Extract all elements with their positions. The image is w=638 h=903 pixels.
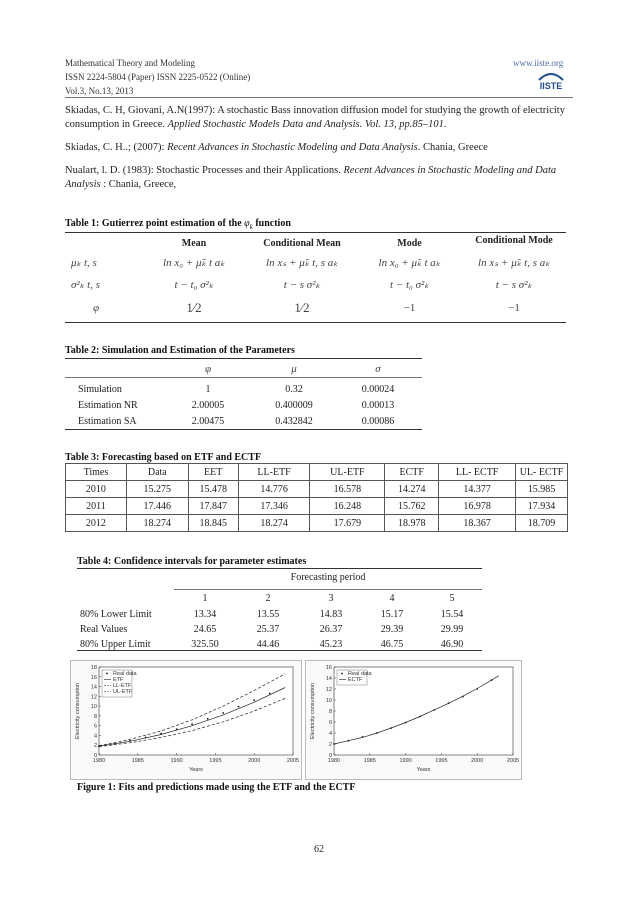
x-tick-label: 1985	[363, 758, 376, 764]
legend-label: Real data	[348, 671, 372, 677]
table3-header: EET	[188, 464, 238, 481]
table3-cell: 14.776	[238, 481, 310, 498]
table3-cell: 14.274	[385, 481, 439, 498]
x-tick-label: 1980	[327, 758, 341, 764]
legend-label: ECTF	[348, 677, 363, 683]
figure-etf-frame	[70, 660, 302, 780]
table3-cell: 16.248	[310, 498, 385, 515]
table4-cell: 29.39	[380, 624, 404, 635]
table4-cell: 46.90	[440, 639, 464, 650]
table1-header-row	[65, 235, 566, 251]
table1-header: Mode	[397, 237, 422, 249]
table1-cell: ln x₀ + μ̃ₖ t aₖ	[378, 256, 441, 269]
table1	[65, 235, 566, 321]
table2-header-row	[78, 361, 418, 377]
table3-cell: 2012	[66, 515, 127, 532]
table2-cell: 0.400009	[275, 399, 313, 411]
y-axis-label: Electricity consumption	[310, 682, 316, 740]
legend-label: Real data	[113, 671, 137, 677]
table3-cell: 18.845	[188, 515, 238, 532]
table1-header: Mean	[181, 237, 207, 249]
table3-cell: 18.978	[385, 515, 439, 532]
table1-cell: t − s σ²ₖ	[283, 278, 321, 291]
table3-cell: 14.377	[439, 481, 516, 498]
table4-cell: 24.65	[193, 624, 217, 635]
table3-row	[66, 498, 568, 515]
table1-cell: −1	[508, 302, 520, 314]
table1-top-rule	[65, 232, 566, 233]
table2-cell: 2.00005	[191, 399, 225, 411]
y-tick-label: 0	[93, 753, 97, 759]
table3-row	[66, 515, 568, 532]
table4-cell: 45.23	[319, 639, 343, 650]
data-point	[191, 723, 193, 725]
table1-row	[65, 295, 566, 321]
table4-cell: 46.75	[380, 639, 404, 650]
iiste-logo	[533, 70, 569, 92]
table1-cell: ln xₛ + μ̃ₖ t, s aₖ	[266, 256, 338, 269]
reference-3: Nualart, l. D. (1983): Stochastic Processes and their Applications. Recent Advances in Stochastic Modeling and Data Analysis : Chania, Greece,	[65, 165, 557, 190]
table4-caption: Table 4: Confidence intervals for parameter estimates	[77, 556, 307, 567]
table2-cell: 0.00013	[361, 399, 395, 411]
table4-top-rule	[77, 568, 482, 569]
table1-row	[65, 251, 566, 273]
table2-cell: 0.432842	[275, 415, 313, 427]
volume: Vol.3, No.13, 2013	[65, 86, 134, 96]
table1-row-label: σ²ₖ t, s	[71, 278, 100, 291]
table3-header: UL- ECTF	[516, 464, 568, 481]
table1-cell: ln x₀ + μ̃ₖ t aₖ	[163, 256, 225, 269]
data-point	[238, 706, 240, 708]
table3-cell: 16.978	[439, 498, 516, 515]
y-tick-label: 16	[325, 665, 332, 671]
table2	[78, 361, 418, 429]
legend-label: ETF	[113, 677, 124, 683]
table2-header: μ	[291, 363, 297, 375]
table3-cell: 2011	[66, 498, 127, 515]
y-tick-label: 0	[328, 753, 332, 759]
logo-text: IISTE	[539, 81, 563, 91]
legend-label: LL-ETF	[113, 683, 132, 689]
table2-mid-rule	[65, 377, 422, 378]
table2-cell: Simulation	[78, 383, 122, 395]
table3-cell: 17.346	[238, 498, 310, 515]
y-tick-label: 4	[328, 731, 332, 737]
table1-header: Conditional Mode	[475, 235, 553, 246]
table4-group-row	[80, 570, 482, 584]
table3-header: ECTF	[385, 464, 439, 481]
table4-group-header: Forecasting period	[290, 571, 366, 583]
table3-row	[66, 481, 568, 498]
table4-cell: 15.54	[440, 609, 464, 620]
x-tick-label: 2000	[248, 758, 261, 764]
table3-cell: 18.274	[238, 515, 310, 532]
legend-marker	[341, 673, 343, 675]
journal-name: Mathematical Theory and Modeling	[65, 58, 196, 68]
table2-header	[78, 361, 166, 377]
table3-cell: 17.847	[188, 498, 238, 515]
y-tick-label: 6	[93, 723, 97, 730]
data-point	[207, 718, 209, 720]
table2-header: σ	[375, 363, 381, 375]
table2-top-rule	[65, 358, 422, 359]
x-tick-label: 1995	[209, 758, 222, 764]
table1-row-label: μₖ t, s	[71, 256, 97, 269]
journal-url-link[interactable]: www.iiste.org	[513, 58, 564, 68]
table1-cell: −1	[403, 302, 416, 314]
table1-cell: ln xₛ + μ̃ₖ t, s aₖ	[478, 256, 550, 269]
figure-ectf-frame	[305, 660, 522, 780]
table3-cell: 2010	[66, 481, 127, 498]
y-tick-label: 12	[90, 694, 97, 701]
y-tick-label: 10	[325, 698, 332, 704]
table3-cell: 15.762	[385, 498, 439, 515]
y-tick-label: 8	[93, 713, 97, 720]
table2-row	[78, 381, 418, 397]
y-tick-label: 6	[328, 720, 332, 726]
y-tick-label: 18	[90, 665, 97, 671]
table3-cell: 18.709	[516, 515, 568, 532]
table3-cell: 18.274	[126, 515, 188, 532]
y-tick-label: 14	[325, 676, 332, 682]
table2-cell: 0.00086	[361, 415, 395, 427]
table4-row	[80, 622, 482, 637]
table3-cell: 16.578	[310, 481, 385, 498]
table4-cell: 26.37	[319, 624, 343, 635]
y-tick-label: 4	[93, 733, 97, 740]
table4-cell: 80% Lower Limit	[80, 609, 152, 620]
x-tick-label: 2005	[506, 758, 520, 764]
table2-cell: Estimation SA	[78, 415, 137, 427]
table3-cell: 17.679	[310, 515, 385, 532]
table1-cell: 1⁄2	[294, 300, 310, 315]
table4-period: 2	[265, 592, 271, 604]
table3-header: LL-ETF	[238, 464, 310, 481]
table1-row	[65, 273, 566, 295]
table3-cell: 15.985	[516, 481, 568, 498]
legend-marker	[106, 673, 108, 675]
table4-row	[80, 607, 482, 622]
table4-cell: 13.55	[256, 609, 280, 620]
table1-cell: t − t₀ σ²ₖ	[389, 278, 429, 291]
ectf-plot	[306, 661, 521, 779]
table1-caption: Table 1: Gutierrez point estimation of the $\varphi_k$ function	[65, 218, 291, 231]
y-tick-label: 12	[325, 687, 332, 693]
table2-cell: Estimation NR	[78, 399, 138, 411]
table2-cell: 0.32	[285, 383, 303, 395]
table4-cell: 29.99	[440, 624, 464, 635]
reference-2: Skiadas, C. H..; (2007): Recent Advances in Stochastic Modeling and Data Analysis. Chania, Greece	[65, 142, 488, 153]
y-tick-label: 10	[90, 704, 97, 711]
table3-header: LL- ECTF	[439, 464, 516, 481]
legend-label: UL-ETF	[113, 689, 133, 695]
table2-caption: Table 2: Simulation and Estimation of the Parameters	[65, 345, 295, 356]
table1-cell: t − s σ²ₖ	[495, 278, 533, 291]
table3-header: Data	[126, 464, 188, 481]
table4-period: 4	[389, 592, 395, 604]
table1-bottom-rule	[65, 322, 566, 323]
table2-cell: 1	[205, 383, 211, 395]
table4-cell: 15.17	[380, 609, 404, 620]
header-divider	[65, 97, 573, 98]
table3-caption: Table 3: Forecasting based on ETF and ECTF	[65, 452, 262, 463]
table2-row	[78, 397, 418, 413]
table4-cell: 14.83	[319, 609, 343, 620]
y-tick-label: 14	[90, 684, 97, 691]
y-tick-label: 16	[90, 674, 97, 681]
issn: ISSN 2224-5804 (Paper) ISSN 2225-0522 (Online)	[65, 72, 251, 82]
table2-bottom-rule	[65, 429, 422, 430]
table4-period: 5	[449, 592, 455, 604]
table4-cell: 80% Upper Limit	[80, 639, 151, 650]
table2-header: φ	[204, 363, 212, 375]
table3-header: Times	[66, 464, 127, 481]
x-axis-label: Years	[189, 767, 203, 773]
table4-cell: Real Values	[80, 624, 128, 635]
table3-cell: 17.934	[516, 498, 568, 515]
table1-header: Conditional Mean	[263, 237, 341, 249]
data-point	[222, 712, 224, 714]
table1-cell: t − t₀ σ²ₖ	[174, 278, 214, 291]
x-tick-label: 1980	[92, 758, 106, 764]
x-tick-label: 1985	[131, 758, 144, 764]
page-number: 62	[314, 844, 324, 855]
y-tick-label: 2	[328, 742, 332, 748]
x-tick-label: 1995	[435, 758, 448, 764]
table4-period: 1	[202, 592, 208, 604]
x-axis-label: Years	[416, 767, 431, 773]
data-point	[253, 699, 255, 701]
table4-cell: 13.34	[193, 609, 217, 620]
table3	[65, 463, 568, 532]
table1-row-label: φ	[93, 302, 100, 314]
table4-period: 3	[328, 592, 334, 604]
table3-header-row	[66, 464, 568, 481]
table4-bottom-rule	[77, 650, 482, 651]
table1-cell: 1⁄2	[186, 300, 202, 315]
table2-cell: 2.00475	[191, 415, 225, 427]
figure-caption: Figure 1: Fits and predictions made using the ETF and the ECTF	[77, 782, 356, 793]
table4-cell: 44.46	[256, 639, 280, 650]
table4	[80, 570, 482, 652]
x-tick-label: 2000	[471, 758, 484, 764]
y-axis-label: Electricity consumption	[75, 682, 81, 740]
table2-row	[78, 413, 418, 429]
data-point	[269, 693, 271, 695]
x-tick-label: 1990	[170, 758, 183, 764]
table4-cell: 25.37	[256, 624, 280, 635]
table3-cell: 18.367	[439, 515, 516, 532]
table4-cell: 325.50	[191, 639, 219, 650]
table4-period-row	[80, 589, 482, 607]
table2-cell: 0.00024	[361, 383, 395, 395]
table3-header: UL-ETF	[310, 464, 385, 481]
etf-plot	[71, 661, 301, 779]
x-tick-label: 1990	[399, 758, 412, 764]
reference-1: Skiadas, C. H, Giovani, A.N(1997): A stochastic Bass innovation diffusion model for studying the growth of electricity consumption in Greece. Applied Stochastic Models Data and Analysis. Vol. 13, pp.85–101.	[65, 105, 565, 130]
y-tick-label: 8	[328, 709, 332, 715]
x-tick-label: 2005	[286, 758, 300, 764]
table3-cell: 17.446	[126, 498, 188, 515]
table3-cell: 15.478	[188, 481, 238, 498]
y-tick-label: 2	[93, 743, 97, 750]
table3-cell: 15.275	[126, 481, 188, 498]
